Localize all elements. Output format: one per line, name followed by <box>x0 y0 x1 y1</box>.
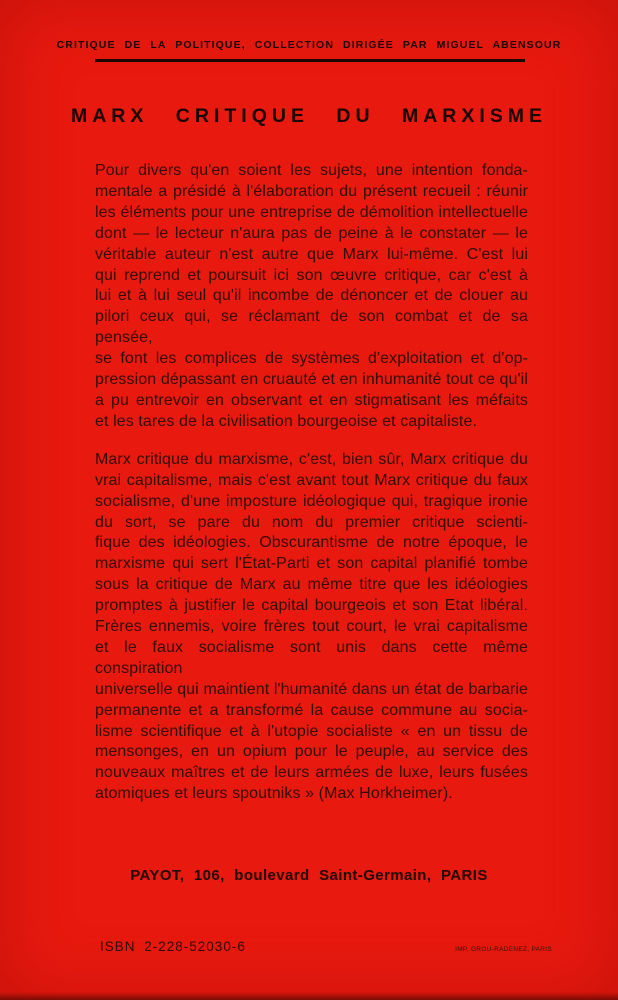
cover-bottom-edge <box>0 992 618 1000</box>
body-line: pilori ceux qui, se réclamant de son combat et de sa pensée, <box>95 308 528 347</box>
body-line: lisme scientifique et à l'utopie socialiste « en un tissu de <box>95 722 528 740</box>
book-title: MARX CRITIQUE DU MARXISME <box>70 105 548 127</box>
body-line: du sort, se pare du nom du premier critique scienti- <box>95 513 528 531</box>
body-line: dont — le lecteur n'aura pas de peine à le constater — le <box>95 224 528 242</box>
body-line: les éléments pour une entreprise de démolition intellectuelle <box>95 203 528 221</box>
body-line: mentale a présidé à l'élaboration du présent recueil : réunir <box>95 182 528 200</box>
printer-credit: IMP. GROU-RADENEZ, PARIS <box>455 946 552 953</box>
body-line: qui reprend et poursuit ici son œuvre critique, car c'est à <box>95 266 528 284</box>
body-line: se font les complices de systèmes d'exploitation et d'op- <box>95 350 528 368</box>
series-title: CRITIQUE DE LA POLITIQUE, COLLECTION DIRIGÉE PAR MIGUEL ABENSOUR <box>56 39 562 51</box>
body-line: promptes à justifier le capital bourgeois et son Etat libéral. <box>95 597 528 615</box>
body-line: Marx critique du marxisme, c'est, bien sûr, Marx critique du <box>95 450 528 468</box>
blurb-paragraph-2 <box>95 450 528 805</box>
blurb-text <box>95 161 528 822</box>
body-line: nouveaux maîtres et de leurs armées de luxe, leurs fusées <box>95 764 528 782</box>
body-line: Pour divers qu'en soient les sujets, une intention fonda- <box>95 162 528 179</box>
body-line: universelle qui maintient l'humanité dans un état de barbarie <box>95 680 528 698</box>
body-line: permanente et a transformé la cause commune au socia- <box>95 701 528 719</box>
publisher-address: PAYOT, 106, boulevard Saint-Germain, PARIS <box>130 867 488 884</box>
body-line: vrai capitalisme, mais c'est avant tout Marx critique du faux <box>95 471 528 489</box>
body-line: a pu entrevoir en observant et en stigmatisant les méfaits <box>95 391 528 409</box>
body-line: fique des idéologies. Obscurantisme de notre époque, le <box>95 534 528 552</box>
body-line: atomiques et leurs spoutniks » (Max Horkheimer). <box>95 785 453 803</box>
body-line: véritable auteur n'est autre que Marx lui-même. C'est lui <box>95 245 528 263</box>
body-line: mensonges, en un opium pour le peuple, au service des <box>95 743 528 761</box>
header-rule <box>95 59 525 62</box>
isbn: ISBN 2-228-52030-6 <box>100 939 246 954</box>
body-line: et le faux socialisme sont unis dans cette même conspiration <box>95 638 528 677</box>
body-line: marxisme qui sert l'État-Parti et son capital planifié tombe <box>95 555 528 573</box>
body-line: pression dépassant en cruauté et en inhumanité tout ce qu'il <box>95 371 528 389</box>
body-line: socialisme, d'une imposture idéologique qui, tragique ironie <box>95 492 528 510</box>
body-line: et les tares de la civilisation bourgeoise et capitaliste. <box>95 412 478 430</box>
blurb-paragraph-1 <box>95 161 528 433</box>
body-line: sous la critique de Marx au même titre que les idéologies <box>95 576 528 594</box>
body-line: Frères ennemis, voire frères tout court, le vrai capitalisme <box>95 618 528 636</box>
body-line: lui et à lui seul qu'il incombe de dénoncer et de clouer au <box>95 287 528 305</box>
